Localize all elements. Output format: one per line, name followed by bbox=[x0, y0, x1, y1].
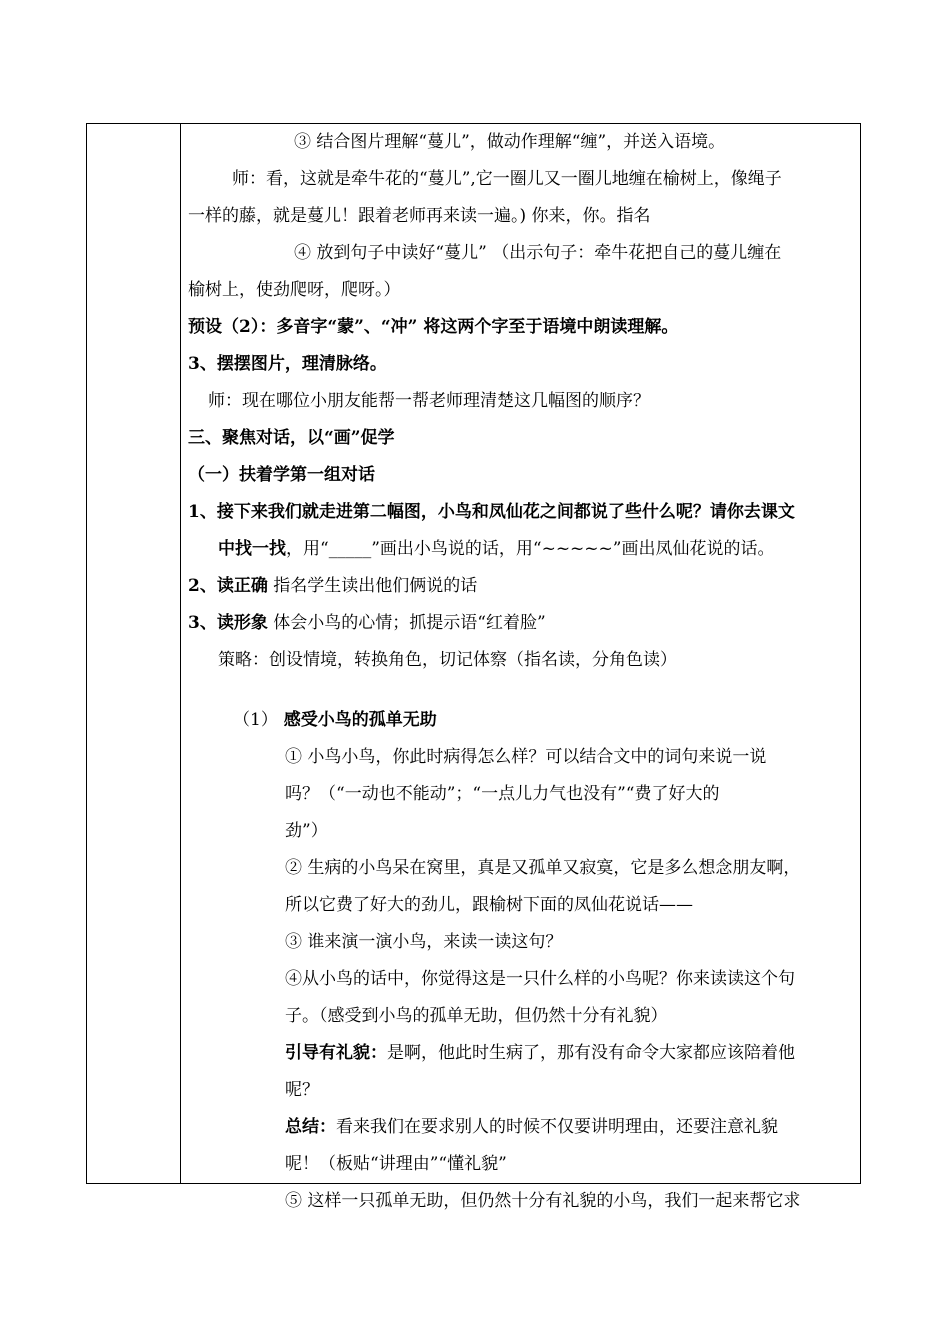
text-line: 所以它费了好大的劲儿，跟榆树下面的凤仙花说话—— bbox=[285, 895, 693, 915]
column-divider bbox=[180, 124, 181, 1183]
text-line: ④ 放到句子中读好“蔓儿” （出示句子：牵牛花把自己的蔓儿缠在 bbox=[294, 243, 782, 263]
step-3-detail: 体会小鸟的心情；抓提示语“红着脸” bbox=[267, 613, 546, 633]
subsection-heading: （一）扶着学第一组对话 bbox=[188, 465, 375, 485]
sub-point-title: 感受小鸟的孤单无助 bbox=[277, 710, 437, 730]
text-line: 师：看，这就是牵牛花的“蔓儿”,它一圈儿又一圈儿地缠在榆树上，像绳子 bbox=[232, 169, 782, 189]
text-line: 一样的藤，就是蔓儿！跟着老师再来读一遍。) 你来，你。指名 bbox=[188, 206, 651, 226]
text-line: 劲”） bbox=[285, 821, 328, 841]
text-line: ① 小鸟小鸟，你此时病得怎么样？可以结合文中的词句来说一说 bbox=[285, 747, 767, 767]
text-line: 榆树上，使劲爬呀，爬呀。） bbox=[188, 280, 401, 300]
preset-heading: 预设（2）：多音字“蒙”、“冲” 将这两个字至于语境中朗读理解。 bbox=[188, 317, 679, 337]
step-1: 1、接下来我们就走进第二幅图，小鸟和凤仙花之间都说了些什么呢？请你去课文 bbox=[188, 502, 795, 522]
lesson-table bbox=[86, 123, 861, 1211]
text-line: 呢？ bbox=[285, 1080, 319, 1100]
text-line: 呢！（板贴“讲理由”“懂礼貌” bbox=[285, 1154, 507, 1174]
text-line bbox=[188, 531, 852, 568]
section-step: 3、摆摆图片，理清脉络。 bbox=[188, 354, 387, 374]
step-3 bbox=[188, 605, 852, 642]
text-line bbox=[188, 1035, 852, 1072]
summary-label: 总结： bbox=[285, 1117, 336, 1137]
text-line: 师：现在哪位小朋友能帮一帮老师理清楚这几幅图的顺序？ bbox=[208, 391, 650, 411]
text-line: 吗？（“一动也不能动”；“一点儿力气也没有”“费了好大的 bbox=[285, 784, 720, 804]
lesson-content-cell bbox=[188, 124, 852, 1220]
guide-label: 引导有礼貌： bbox=[285, 1043, 387, 1063]
text-line: ③ 结合图片理解“蔓儿”，做动作理解“缠”，并送入语境。 bbox=[294, 132, 726, 152]
summary-text: 看来我们在要求别人的时候不仅要讲明理由，还要注意礼貌 bbox=[336, 1117, 778, 1137]
step-1-detail: ，用“_____”画出小鸟说的话，用“~~~~~”画出凤仙花说的话。 bbox=[286, 539, 775, 559]
text-line: ③ 谁来演一演小鸟，来读一读这句？ bbox=[285, 932, 563, 952]
text-line: ② 生病的小鸟呆在窝里，真是又孤单又寂寞，它是多么想念朋友啊， bbox=[285, 858, 801, 878]
step-3-label: 3、读形象 bbox=[188, 613, 268, 633]
step-2-detail: 指名学生读出他们俩说的话 bbox=[267, 576, 478, 596]
text-line: ⑤ 这样一只孤单无助，但仍然十分有礼貌的小鸟，我们一起来帮它求 bbox=[285, 1191, 801, 1211]
sub-point-number: （1） bbox=[233, 710, 278, 730]
step-1-cont: 中找一找 bbox=[218, 539, 286, 559]
strategy-line: 策略：创设情境，转换角色，切记体察（指名读，分角色读） bbox=[218, 650, 677, 670]
text-line bbox=[188, 1109, 852, 1146]
text-line: ④从小鸟的话中，你觉得这是一只什么样的小鸟呢？你来读读这个句 bbox=[285, 969, 795, 989]
guide-text: 是啊，他此时生病了，那有没有命令大家都应该陪着他 bbox=[387, 1043, 795, 1063]
step-2 bbox=[188, 568, 852, 605]
section-heading: 三、聚焦对话，以“画”促学 bbox=[188, 428, 395, 448]
step-2-label: 2、读正确 bbox=[188, 576, 268, 596]
text-line: 子。（感受到小鸟的孤单无助，但仍然十分有礼貌） bbox=[285, 1006, 668, 1026]
sub-point-heading bbox=[188, 702, 852, 739]
